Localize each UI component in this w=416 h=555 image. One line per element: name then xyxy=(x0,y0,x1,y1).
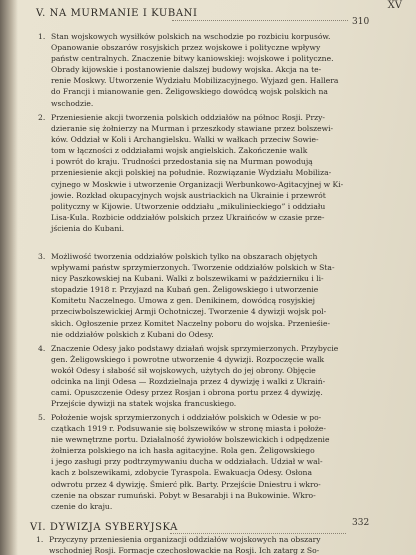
item-line: wpływami państw sprzymierzonych. Tworzenie oddziałów polskich w Sta- xyxy=(51,263,335,273)
item-line: Położenie wojsk sprzymierzonych i oddziałów polskich w Odesie w po- xyxy=(51,413,322,422)
item-line: wokół Odesy i słabość sił wojskowych, użytych do jej obrony. Objęcie xyxy=(51,366,316,376)
toc-item-v-5 xyxy=(38,412,383,512)
item-line: ków. Oddział w Koli i Archangielsku. Walki w wałkach przeciw Sowie- xyxy=(51,135,319,145)
item-line: dzieranie się żołnierzy na Murman i przeszkody stawiane przez bolszewi- xyxy=(51,124,334,134)
item-line: Przejście dywizji na statek wojska francuskiego. xyxy=(51,399,237,409)
item-line: wschodzie. xyxy=(51,98,94,108)
item-line: skich. Ogłoszenie przez Komitet Naczelny poboru do wojska. Przenieśie- xyxy=(51,318,331,328)
toc-item-v-2 xyxy=(38,112,383,234)
item-number: 1. xyxy=(36,535,44,544)
book-gutter xyxy=(0,0,18,555)
item-line: i jego zasługi przy podtrzymywaniu ducha w oddziałach. Udział w wal- xyxy=(51,457,323,467)
item-line: przeciwbolszewickiej Armji Ochotniczej. Tworzenie 4 dywizji wojsk pol- xyxy=(51,307,327,317)
item-number: 1. xyxy=(38,32,46,41)
item-line: przeniesienie akcji polskiej na południe. Rozwiązanie Wydziału Mobiliza- xyxy=(51,168,332,178)
item-number: 5. xyxy=(38,413,46,422)
item-line: renie Moskwy. Utworzenie Wydziału Mobilizacyjnego. Wyjazd gen. Hallera xyxy=(51,76,339,86)
item-line: czątkach 1919 r. Podsuwanie się bolszewików w stronę miasta i położe- xyxy=(51,424,326,434)
item-line: odwrotu przez 4 dywizję. Śmierć płk. Barty. Przejście Dniestru i wkro- xyxy=(51,479,321,489)
item-line: jścienia do Kubani. xyxy=(51,223,125,233)
item-line: wschodniej Rosji. Formacje czechosłowackie na Rosji. Ich zatarg z So- xyxy=(49,546,320,555)
item-line: państw centralnych. Znaczenie bitwy kaniowskiej: wojskowe i polityczne. xyxy=(51,54,334,64)
item-line: jowie. Rozkład okupacyjnych wojsk austriackich na Ukrainie i przewrót xyxy=(51,190,326,200)
item-line: stopadzie 1918 r. Przyjazd na Kubań gen. Żeligowskiego i utworzenie xyxy=(51,285,319,295)
item-line: i powrót do kraju. Trudności przedostania się na Murman powodują xyxy=(51,157,313,167)
toc-item-v-4 xyxy=(38,343,383,410)
item-line: nie wewnętrzne portu. Działalność żywiołów bolszewickich i odpędzenie xyxy=(51,435,330,445)
item-line: czenie do kraju. xyxy=(51,501,113,511)
item-line: Obrady kijowskie i postanowienie dalszej budowy wojska. Akcja na te- xyxy=(51,65,322,75)
item-line: tom w łączności z oddziałami wojsk angielskich. Zakończenie walk xyxy=(51,146,308,156)
item-line: żołnierza polskiego na ich hasła agitacyjne. Rola gen. Żeligowskiego xyxy=(51,446,315,456)
section-v-page: 310 xyxy=(352,17,370,27)
item-line: Przeniesienie akcji tworzenia polskich oddziałów na północ Rosji. Przy- xyxy=(51,113,325,122)
toc-item-v-3 xyxy=(38,251,383,340)
item-line: polityczny w Kijowie. Utworzenie oddziału „mikulinieckiego” i oddziału xyxy=(51,201,326,211)
section-v-title: V. NA MURMANIE I KUBANI xyxy=(36,8,198,19)
toc-item-v-1 xyxy=(38,31,383,109)
item-line: Komitetu Naczelnego. Umowa z gen. Denikinem, dowódcą rosyjskiej xyxy=(51,296,315,306)
item-line: cyjnego w Moskwie i utworzenie Organizacji Werbunkowo-Agitacyjnej w Ki- xyxy=(51,179,344,189)
item-line: czenie na obszar rumuński. Pobyt w Besarabji i na Bukowinie. Wkro- xyxy=(51,490,316,500)
item-line: nie oddziałów polskich z Kubani do Odesy. xyxy=(51,329,214,339)
item-number: 4. xyxy=(38,344,46,353)
item-line: gen. Żeligowskiego i powrotne utworzenie 4 dywizji. Rozpoczęcie walk xyxy=(51,355,325,365)
page-header-number: XV xyxy=(387,0,402,11)
item-number: 2. xyxy=(38,113,46,122)
section-v-leader-dots xyxy=(172,20,348,21)
item-line: kach z bolszewikami, zdobycie Tyraspola. Ewakuacja Odesy. Osłona xyxy=(51,468,312,478)
item-line: do Francji i mianowanie gen. Żeligowskiego dowódcą wojsk polskich na xyxy=(51,87,328,97)
item-line: Opanowanie obszarów rosyjskich przez wojskowe i polityczne wpływy xyxy=(51,43,321,53)
item-line: cami. Opuszczenie Odesy przez Rosjan i obrona portu przez 4 dywizję. xyxy=(51,388,323,398)
section-vi-title: VI. DYWIZJA SYBERYJSKA xyxy=(30,522,179,533)
item-line: nicy Paszkowskiej na Kubani. Walki z bolszewikami w październiku i li- xyxy=(51,274,324,284)
item-line: Przyczyny przeniesienia organizacji oddziałów wojskowych na obszary xyxy=(49,535,321,544)
item-line: Stan wojskowych wysiłków polskich na wschodzie po rozbiciu korpusów. xyxy=(51,32,331,41)
item-line: odcinka na linji Odesa — Rozdzielnaja przez 4 dywizję i walki z Ukraiń- xyxy=(51,377,326,387)
section-vi-page: 332 xyxy=(352,518,370,528)
item-line: Znaczenie Odesy jako podstawy działań wojsk sprzymierzonych. Przybycie xyxy=(51,344,339,353)
item-number: 3. xyxy=(38,252,46,261)
item-line: Możliwość tworzenia oddziałów polskich tylko na obszarach objętych xyxy=(51,252,318,261)
toc-item-vi-1 xyxy=(36,534,381,555)
item-line: Lisa-Kula. Rozbicie oddziałów polskich przez Ukraińców w czasie prze- xyxy=(51,212,325,222)
